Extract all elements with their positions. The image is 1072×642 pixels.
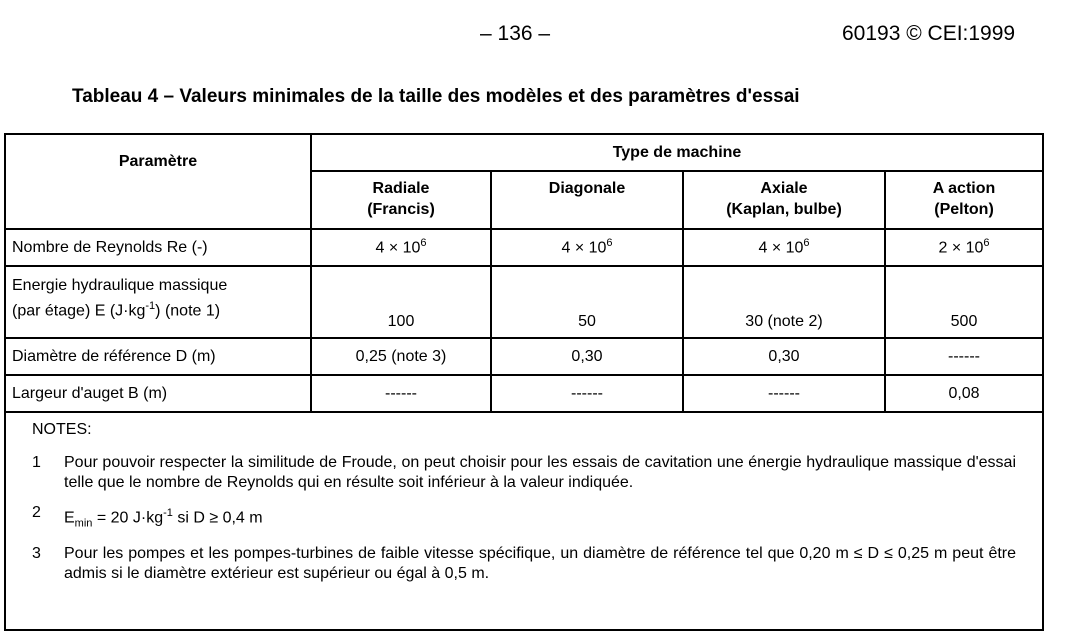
row-label: Largeur d'auget B (m) bbox=[5, 375, 311, 412]
table-cell: $4 \times 10^6$ bbox=[311, 229, 491, 266]
notes-section bbox=[5, 412, 1043, 630]
table-cell: 30 (note 2) bbox=[683, 266, 885, 338]
table-cell: 500 bbox=[885, 266, 1043, 338]
note-3: 3 Pour les pompes et les pompes-turbines de faible vitesse spécifique, un diamètre de référence tel que 0,20 m ≤ D ≤ 0,25 m peut être admis si le diamètre extérieur est supérieur ou égal à 0,5 m. bbox=[32, 544, 1017, 582]
page-number: – 136 – bbox=[480, 22, 551, 45]
table-cell: 50 bbox=[491, 266, 683, 338]
note-1: 1 Pour pouvoir respecter la similitude de Froude, on peut choisir pour les essais de cavitation une énergie hydraulique massique d'essai telle que le nombre de Reynolds qui en résulte soit inférieur à la valeur indiquée. bbox=[32, 454, 1017, 491]
table-row bbox=[5, 375, 1043, 412]
machine-type-header: Type de machine bbox=[311, 134, 1043, 171]
table-cell: $4 \times 10^6$ bbox=[683, 229, 885, 266]
document-reference: 60193 © CEI:1999 bbox=[842, 22, 1016, 45]
table-cell: 0,08 bbox=[885, 375, 1043, 412]
row-label: Energie hydraulique massique (par étage) E $(J\cdot kg^{-1})$ (note 1) bbox=[5, 266, 311, 338]
table-cell: $2 \times 10^6$ bbox=[885, 229, 1043, 266]
table-title: Tableau 4 – Valeurs minimales de la taille des modèles et des paramètres d'essai bbox=[72, 86, 800, 107]
table-cell: 0,30 bbox=[683, 338, 885, 375]
notes-heading: NOTES: bbox=[32, 421, 92, 438]
table-row bbox=[5, 266, 1043, 338]
table-row bbox=[5, 338, 1043, 375]
col-header-axiale: Axiale (Kaplan, bulbe) bbox=[683, 171, 885, 229]
table-cell: ------ bbox=[311, 375, 491, 412]
table-cell: ------ bbox=[491, 375, 683, 412]
col-header-action: A action (Pelton) bbox=[885, 171, 1043, 229]
table-cell: $4 \times 10^6$ bbox=[491, 229, 683, 266]
table-row bbox=[5, 229, 1043, 266]
table-cell: 0,25 (note 3) bbox=[311, 338, 491, 375]
table-cell: 100 bbox=[311, 266, 491, 338]
row-label: Nombre de Reynolds Re (-) bbox=[5, 229, 311, 266]
col-header-diagonale: Diagonale bbox=[491, 171, 683, 229]
table-cell: 0,30 bbox=[491, 338, 683, 375]
param-header: Paramètre bbox=[5, 134, 311, 229]
parameters-table bbox=[4, 133, 1044, 631]
note-2: 2 $E_{min} = 20$ $J\cdot kg^{-1}$ si D ≥ 0,4 m bbox=[32, 504, 263, 530]
table-cell: ------ bbox=[683, 375, 885, 412]
row-label: Diamètre de référence D (m) bbox=[5, 338, 311, 375]
col-header-radiale: Radiale (Francis) bbox=[311, 171, 491, 229]
table-cell: ------ bbox=[885, 338, 1043, 375]
